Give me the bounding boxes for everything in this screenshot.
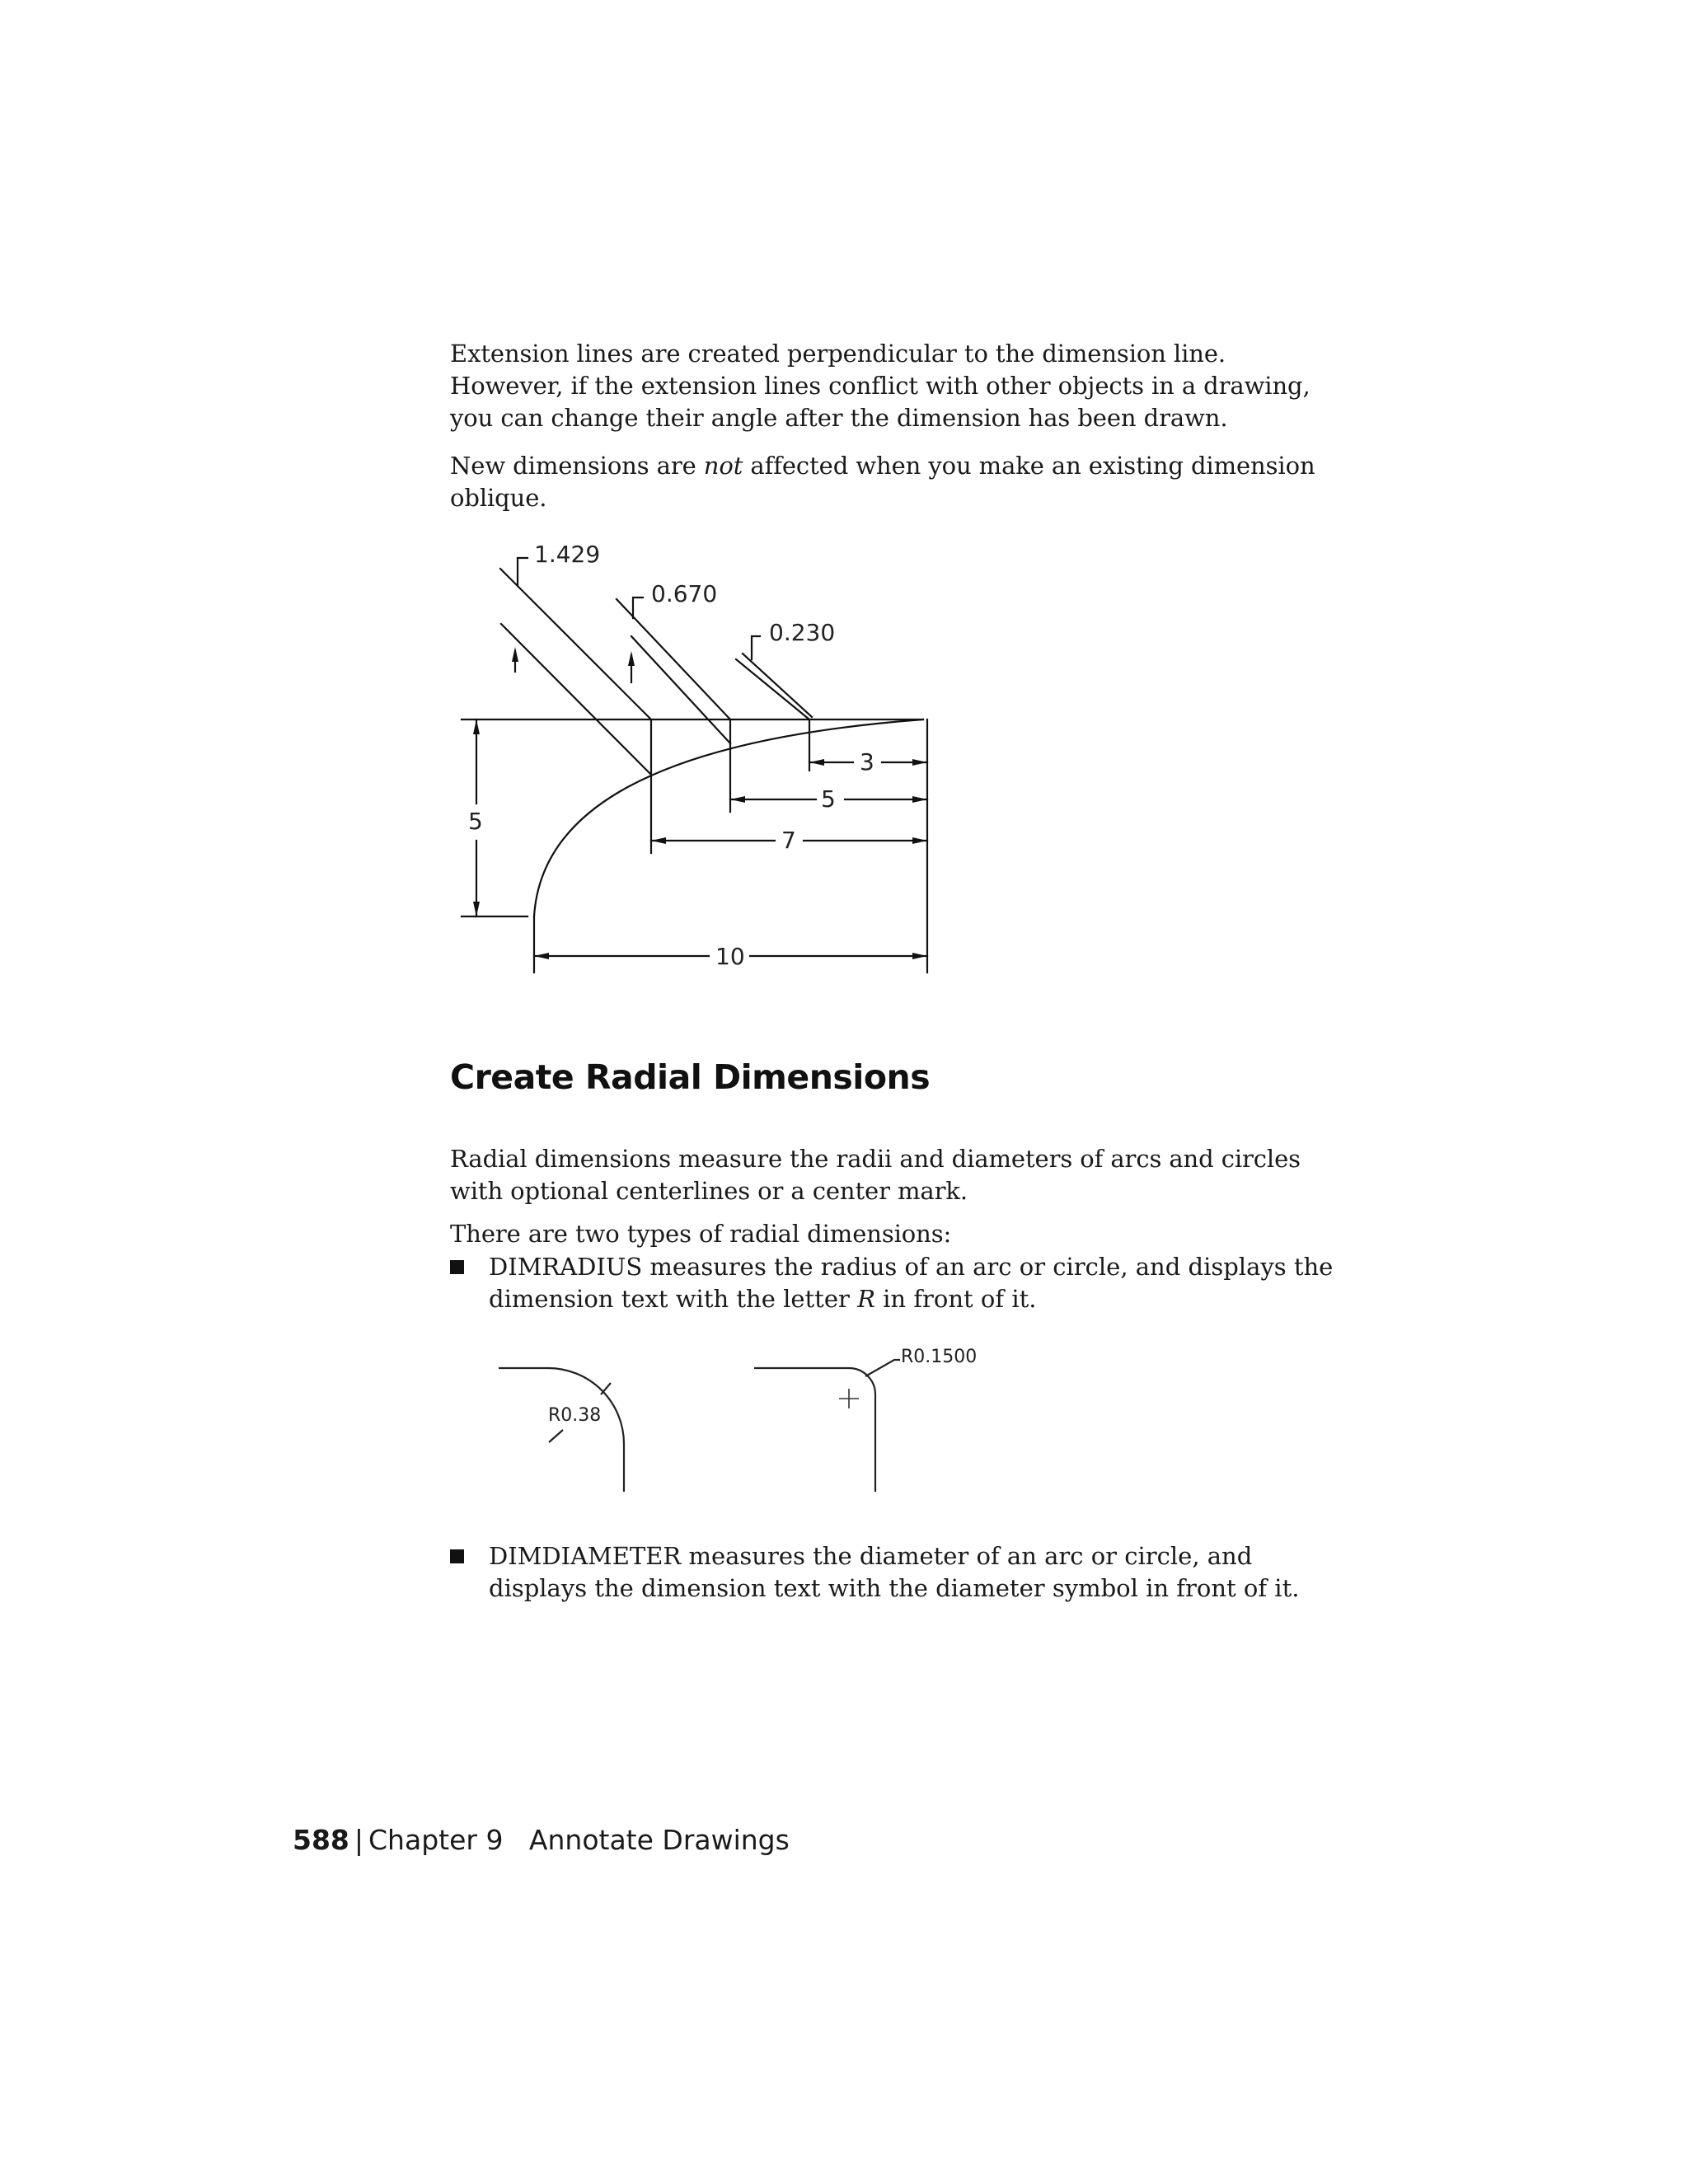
footer-chapter: Chapter 9 [368,1824,504,1856]
bullet1-text-a: DIMRADIUS measures the radius of an arc or circle, and displays the dimension text with the letter [489,1253,1334,1313]
oblique-ext-line-1 [501,624,651,775]
oblique-label-1: 1.429 [534,541,601,568]
bullet-square-icon [450,1549,464,1563]
radius-label-left: R0.38 [548,1405,602,1426]
arrowheads [473,647,927,959]
footer-title: Annotate Drawings [528,1824,790,1856]
radius-dimension-figure [486,1335,997,1500]
bullet-text: DIMDIAMETER measures the diameter of an arc or circle, and displays the dimension text with the diameter symbol in front of it. [489,1542,1300,1602]
dim-label-vertical: 5 [468,808,483,835]
leader-2 [633,598,643,618]
dim-label-7: 7 [781,827,796,854]
left-radius-tick [549,1430,563,1442]
dim-label-3: 3 [860,748,874,776]
bullet-square-icon [450,1260,464,1274]
section-intro: Radial dimensions measure the radii and diameters of arcs and circles with optional centerlines or a center mark. [450,1145,1301,1205]
radius-label-right: R0.1500 [901,1347,978,1367]
body-paragraph-2 [450,450,1340,514]
para2-text-b: affected when you make an existing dimension oblique. [450,452,1315,512]
oblique-ext-line-2 [631,636,730,743]
oblique-label-3: 0.230 [769,619,836,646]
page-number: 588 [293,1824,349,1856]
right-fillet-arc [754,1368,875,1492]
leader-1 [518,558,528,585]
bullet1-emphasis: R [857,1285,875,1313]
left-fillet-arc [499,1368,624,1492]
para2-emphasis: not [703,452,743,480]
oblique-dim-line-3 [736,654,812,719]
footer-separator: | [354,1824,364,1856]
oblique-label-2: 0.670 [651,580,718,607]
oblique-dim-line-1 [500,569,651,719]
center-mark-icon [839,1389,859,1408]
body-paragraph-1: Extension lines are created perpendicular to the dimension line. However, if the extension lines conflict with other objects in a drawing, you can change their angle after the dimension has been drawn. [450,340,1311,432]
oblique-dimension-figure [453,536,948,981]
bullet-text [489,1251,1354,1315]
page-footer [293,1824,790,1856]
para2-text-a: New dimensions are [450,452,704,480]
right-leader-line [865,1360,900,1376]
left-radius-arrow [601,1383,611,1394]
leader-3 [752,636,760,659]
section-heading: Create Radial Dimensions [450,1057,931,1097]
dim-label-10: 10 [715,943,745,970]
bullet1-text-b: in front of it. [874,1285,1037,1313]
dim-label-5: 5 [821,785,836,813]
types-intro: There are two types of radial dimensions: [450,1220,952,1248]
